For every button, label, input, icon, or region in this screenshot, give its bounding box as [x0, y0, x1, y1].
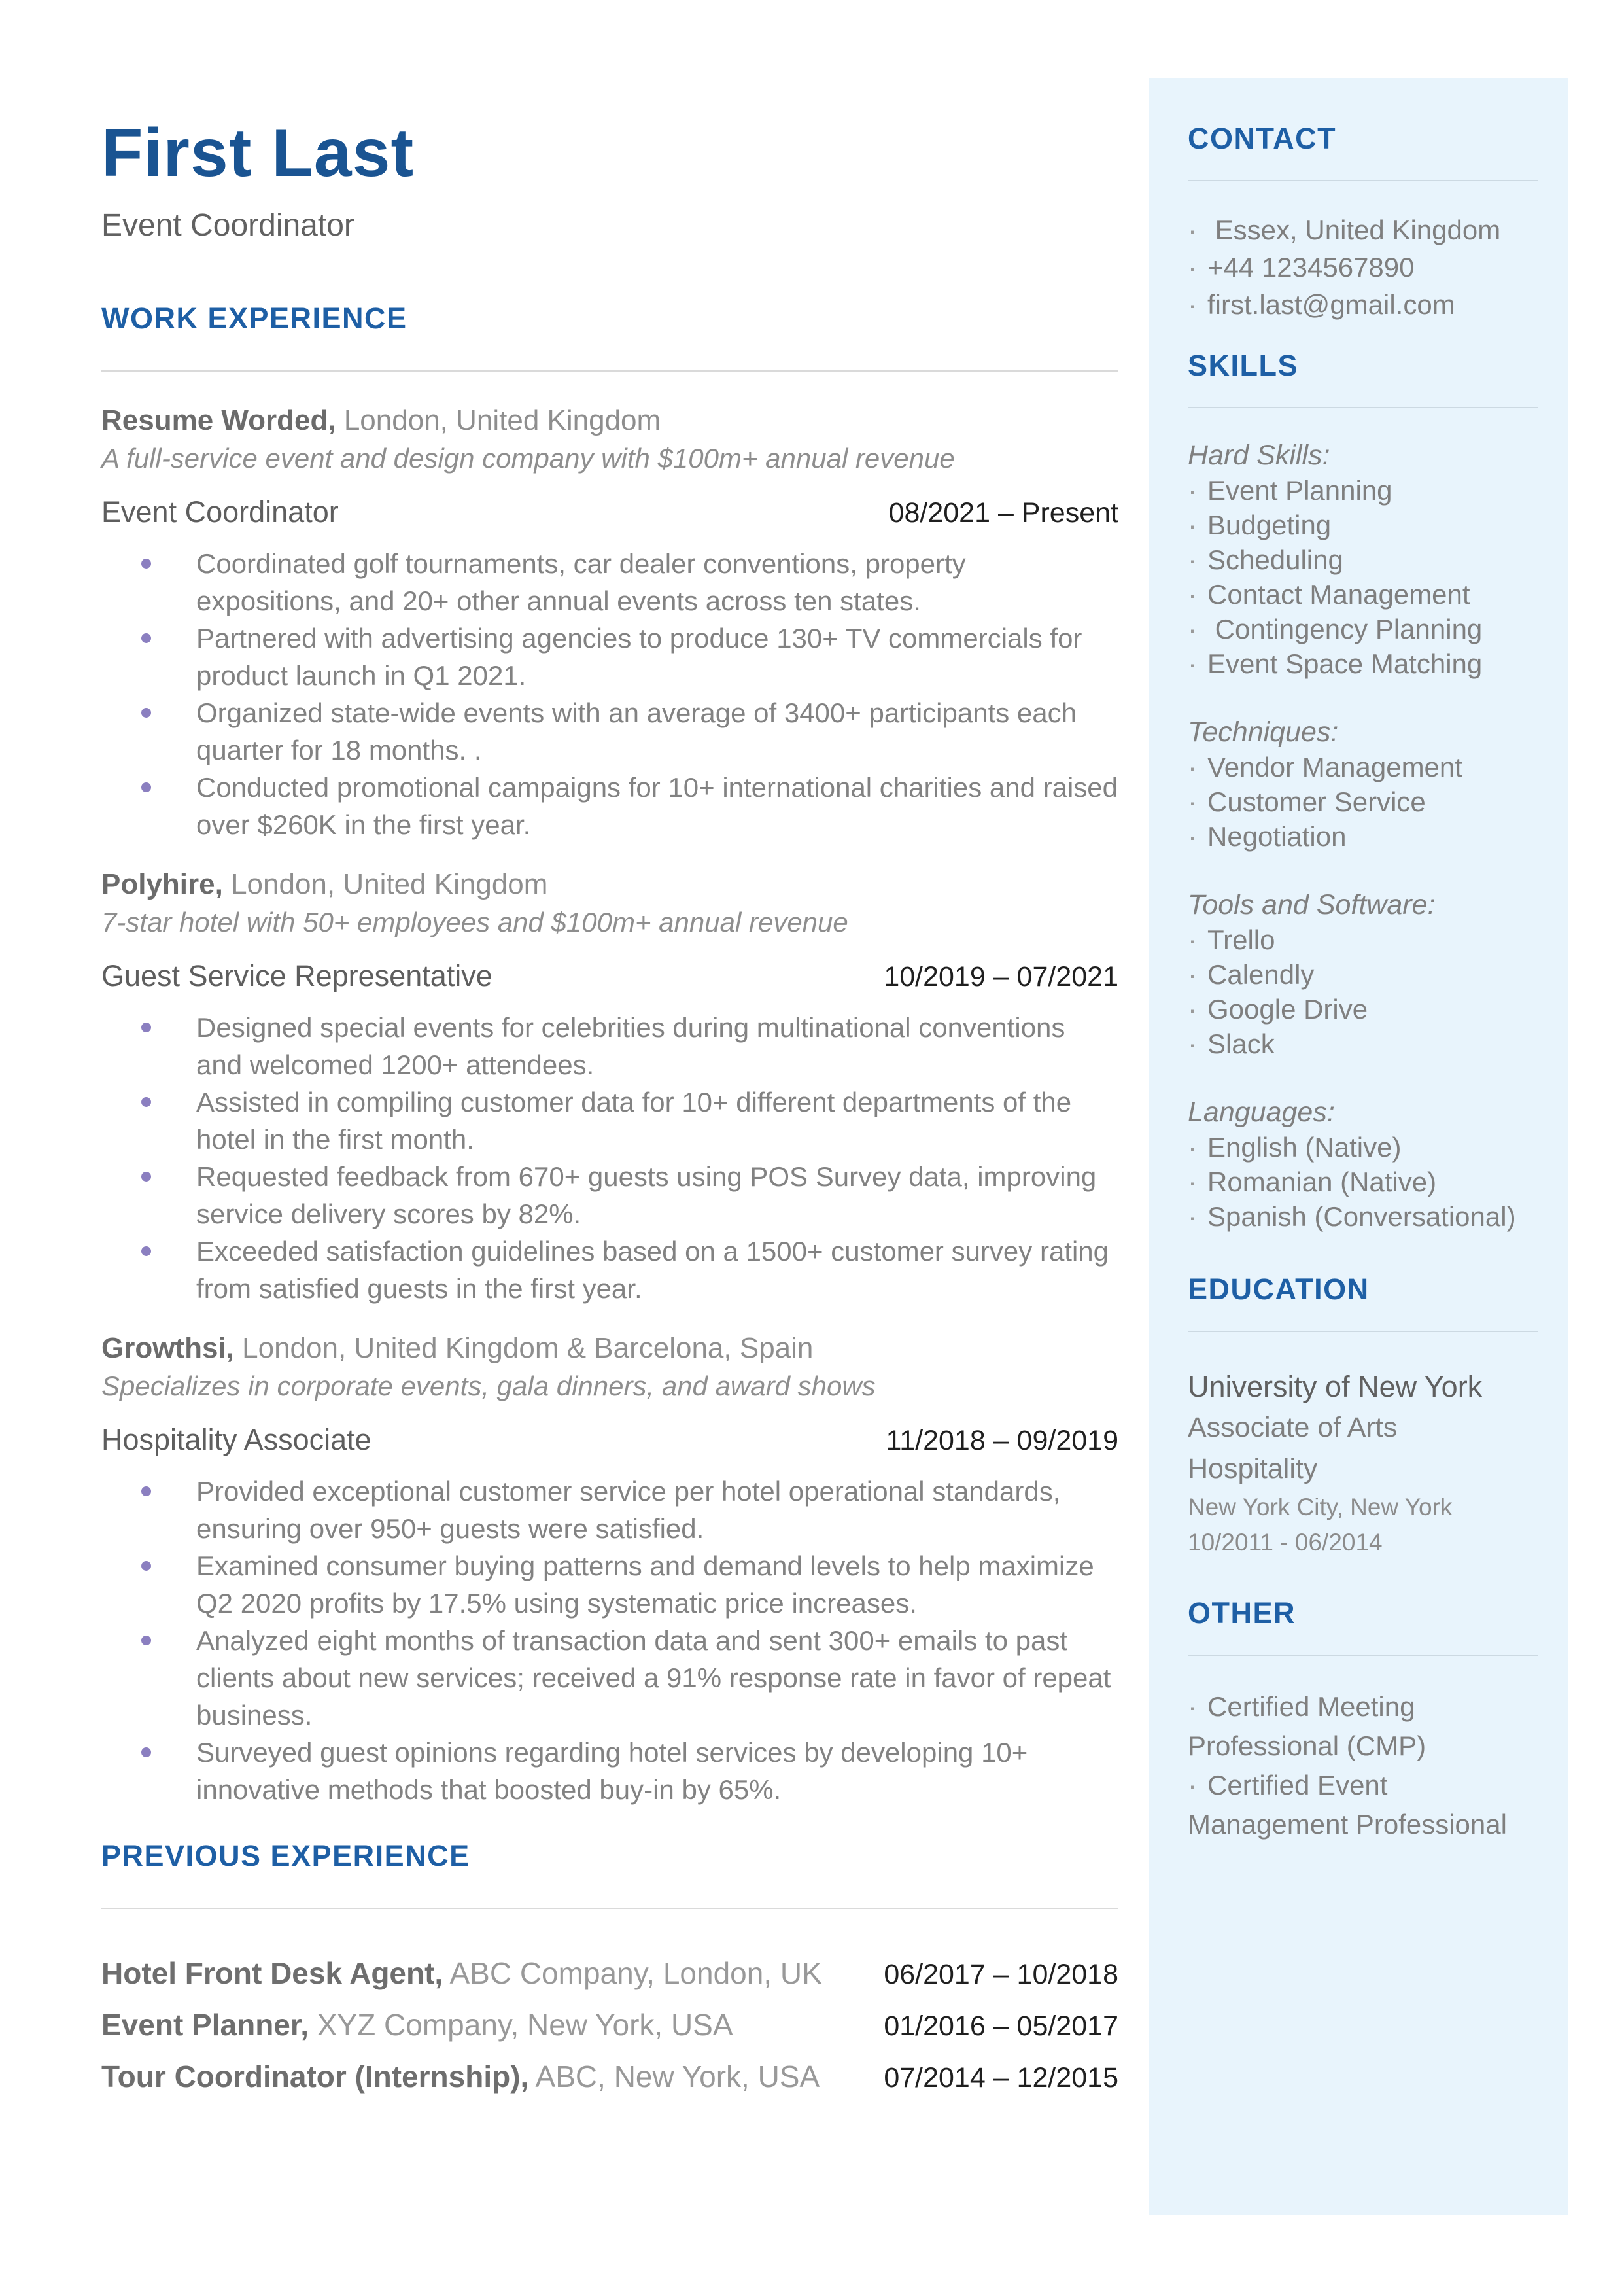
skill-item-bullet-icon: · — [1188, 510, 1197, 540]
job-location: London, United Kingdom — [336, 404, 661, 436]
job-description: Specializes in corporate events, gala dinners, and award shows — [101, 1371, 876, 1401]
job-bullet: Partnered with advertising agencies to produce 130+ TV commercials for product launch in Q1 2021. — [196, 620, 1118, 694]
skill-item-bullet-icon: · — [1188, 994, 1197, 1025]
skill-item — [1188, 750, 1538, 784]
skill-group-label: Techniques: — [1188, 716, 1339, 748]
skill-item-text: Calendly — [1207, 959, 1315, 990]
job-dates: 11/2018 – 09/2019 — [886, 1425, 1118, 1456]
job-company-line — [101, 1329, 1118, 1367]
previous-company: ABC, New York, USA — [528, 2059, 820, 2094]
skill-item-bullet-icon: · — [1188, 1028, 1197, 1059]
certification-item-bullet-icon: · — [1188, 1770, 1197, 1800]
previous-experience-row — [101, 2000, 1118, 2052]
job-company-line — [101, 402, 1118, 440]
skill-item-text: Romanian (Native) — [1207, 1166, 1437, 1197]
job-description: 7-star hotel with 50+ employees and $100m+ annual revenue — [101, 907, 848, 937]
contact-item-bullet-icon: · — [1188, 289, 1197, 320]
contact-item — [1188, 211, 1538, 249]
job-description: A full-service event and design company with $100m+ annual revenue — [101, 443, 955, 474]
previous-role-line — [101, 2000, 733, 2050]
contact-item-text: +44 1234567890 — [1207, 252, 1415, 283]
job-dates: 10/2019 – 07/2021 — [884, 961, 1118, 992]
skill-item — [1188, 922, 1538, 957]
contact-item — [1188, 249, 1538, 286]
skill-item-bullet-icon: · — [1188, 1132, 1197, 1163]
candidate-name: First Last — [101, 115, 415, 191]
skill-item-bullet-icon: · — [1188, 786, 1197, 817]
skill-item — [1188, 612, 1538, 646]
education-major: Hospitality — [1188, 1453, 1318, 1484]
job-bullet: Exceeded satisfaction guidelines based on a 1500+ customer survey rating from satisfied guests in the first year. — [196, 1233, 1118, 1307]
section-divider — [101, 370, 1118, 372]
previous-dates: 07/2014 – 12/2015 — [884, 2062, 1118, 2094]
job-bullet: Assisted in compiling customer data for 10+ different departments of the hotel in the first month. — [196, 1083, 1118, 1158]
contact-item-text: first.last@gmail.com — [1207, 289, 1455, 320]
contact-heading: CONTACT — [1188, 122, 1337, 155]
skill-item-bullet-icon: · — [1188, 752, 1197, 782]
skill-item-bullet-icon: · — [1188, 614, 1197, 644]
education-heading: EDUCATION — [1188, 1272, 1370, 1306]
previous-role: Event Planner, — [101, 2008, 309, 2042]
certification-item-text: Certified Meeting Professional (CMP) — [1188, 1691, 1426, 1761]
job-title: Guest Service Representative — [101, 959, 492, 992]
certification-item-text: Certified Event Management Professional — [1188, 1770, 1507, 1840]
skills-list — [1188, 438, 1538, 1234]
job-entry — [101, 402, 1118, 843]
previous-role-line — [101, 2052, 820, 2102]
job-bullet-list — [101, 545, 1118, 843]
job-company-line — [101, 866, 1118, 903]
skill-item-bullet-icon: · — [1188, 579, 1197, 610]
skill-item — [1188, 1199, 1538, 1234]
skill-item-text: Slack — [1207, 1028, 1275, 1059]
skill-item-text: Event Space Matching — [1207, 648, 1483, 679]
job-bullet: Surveyed guest opinions regarding hotel services by developing 10+ innovative methods that boosted buy-in by 65%. — [196, 1734, 1118, 1808]
job-bullet: Provided exceptional customer service per hotel operational standards, ensuring over 950+ guests were satisfied. — [196, 1473, 1118, 1547]
skill-item-bullet-icon: · — [1188, 821, 1197, 852]
skill-item — [1188, 473, 1538, 508]
skill-item — [1188, 819, 1538, 854]
job-bullet: Requested feedback from 670+ guests using POS Survey data, improving service delivery scores by 82%. — [196, 1158, 1118, 1233]
skill-item-text: Scheduling — [1207, 544, 1343, 575]
skills-heading: SKILLS — [1188, 349, 1299, 382]
sidebar-divider — [1188, 1655, 1538, 1656]
skill-item-text: Spanish (Conversational) — [1207, 1201, 1516, 1232]
education-entry — [1188, 1366, 1538, 1560]
job-bullet: Organized state-wide events with an average of 3400+ participants each quarter for 18 months. . — [196, 694, 1118, 769]
job-entry — [101, 866, 1118, 1307]
skill-item-text: Contact Management — [1207, 579, 1470, 610]
skill-item — [1188, 992, 1538, 1026]
skill-item-text: Event Planning — [1207, 475, 1392, 506]
contact-item — [1188, 286, 1538, 323]
skill-item — [1188, 1026, 1538, 1061]
job-bullet: Designed special events for celebrities during multinational conventions and welcomed 1200+ attendees. — [196, 1009, 1118, 1083]
job-company: Growthsi, — [101, 1332, 234, 1364]
education-school: University of New York — [1188, 1370, 1483, 1403]
education-dates: 10/2011 - 06/2014 — [1188, 1529, 1383, 1556]
skill-item — [1188, 1130, 1538, 1165]
skill-group-label: Hard Skills: — [1188, 440, 1330, 471]
skill-item-text: Budgeting — [1207, 510, 1332, 540]
job-bullet: Coordinated golf tournaments, car dealer conventions, property expositions, and 20+ other annual events across ten states. — [196, 545, 1118, 620]
sidebar-divider — [1188, 180, 1538, 181]
skill-item-text: Negotiation — [1207, 821, 1347, 852]
job-bullet-list — [101, 1473, 1118, 1808]
job-title: Hospitality Associate — [101, 1423, 371, 1456]
skill-item-text: Google Drive — [1207, 994, 1368, 1025]
previous-company: XYZ Company, New York, USA — [309, 2008, 733, 2042]
skill-item-text: Trello — [1207, 924, 1275, 955]
job-dates: 08/2021 – Present — [888, 497, 1118, 529]
job-bullet-list — [101, 1009, 1118, 1307]
contact-list — [1188, 211, 1538, 323]
skill-item — [1188, 542, 1538, 577]
skill-item-bullet-icon: · — [1188, 475, 1197, 506]
job-location: London, United Kingdom & Barcelona, Spain — [233, 1332, 814, 1364]
skill-item-text: Customer Service — [1207, 786, 1426, 817]
contact-item-text: Essex, United Kingdom — [1207, 215, 1501, 245]
job-company: Resume Worded, — [101, 404, 336, 436]
skill-group-label: Languages: — [1188, 1096, 1335, 1128]
previous-role: Hotel Front Desk Agent, — [101, 1956, 443, 1990]
education-location: New York City, New York — [1188, 1494, 1453, 1520]
previous-role: Tour Coordinator (Internship), — [101, 2059, 529, 2094]
skill-item — [1188, 508, 1538, 542]
certification-item-bullet-icon: · — [1188, 1691, 1197, 1722]
job-title: Event Coordinator — [101, 495, 339, 529]
skill-item-bullet-icon: · — [1188, 1201, 1197, 1232]
job-title-row — [101, 957, 1118, 996]
job-location: London, United Kingdom — [222, 868, 548, 900]
job-bullet: Analyzed eight months of transaction data and sent 300+ emails to past clients about new services; received a 91% response rate in favor of repeat business. — [196, 1622, 1118, 1734]
certification-item — [1188, 1687, 1538, 1766]
skill-item-bullet-icon: · — [1188, 924, 1197, 955]
previous-company: ABC Company, London, UK — [443, 1956, 822, 1990]
skill-item — [1188, 1165, 1538, 1199]
contact-item-bullet-icon: · — [1188, 252, 1197, 283]
previous-dates: 06/2017 – 10/2018 — [884, 1959, 1118, 1990]
skill-item — [1188, 784, 1538, 819]
previous-experience-row — [101, 2052, 1118, 2103]
previous-experience-heading: PREVIOUS EXPERIENCE — [101, 1839, 470, 1872]
previous-experience-row — [101, 1948, 1118, 2000]
job-title-row — [101, 1421, 1118, 1460]
job-entry — [101, 1329, 1118, 1808]
sidebar-divider — [1188, 1331, 1538, 1332]
candidate-headline: Event Coordinator — [101, 208, 354, 243]
contact-item-bullet-icon: · — [1188, 215, 1197, 245]
other-heading: OTHER — [1188, 1596, 1296, 1630]
skill-item-text: Contingency Planning — [1207, 614, 1483, 644]
job-bullet: Examined consumer buying patterns and demand levels to help maximize Q2 2020 profits by 17.5% using systematic price increases. — [196, 1547, 1118, 1622]
skill-item-text: Vendor Management — [1207, 752, 1462, 782]
skill-item-bullet-icon: · — [1188, 959, 1197, 990]
skill-item-bullet-icon: · — [1188, 1166, 1197, 1197]
previous-dates: 01/2016 – 05/2017 — [884, 2010, 1118, 2042]
sidebar — [1149, 78, 1568, 2215]
skill-item — [1188, 577, 1538, 612]
job-bullet: Conducted promotional campaigns for 10+ international charities and raised over $260K in the first year. — [196, 769, 1118, 843]
previous-experience-list — [101, 1948, 1118, 2103]
sidebar-divider — [1188, 407, 1538, 408]
job-company: Polyhire, — [101, 868, 223, 900]
skill-item-bullet-icon: · — [1188, 648, 1197, 679]
job-title-row — [101, 493, 1118, 532]
skill-item-text: English (Native) — [1207, 1132, 1402, 1163]
skill-group-label: Tools and Software: — [1188, 889, 1436, 920]
other-list — [1188, 1687, 1538, 1844]
previous-role-line — [101, 1948, 822, 1999]
certification-item — [1188, 1766, 1538, 1844]
main-column — [101, 115, 1118, 2103]
skill-item — [1188, 957, 1538, 992]
work-experience-heading: WORK EXPERIENCE — [101, 302, 407, 335]
section-divider — [101, 1908, 1118, 1909]
job-list — [101, 402, 1118, 1808]
education-degree: Associate of Arts — [1188, 1412, 1398, 1443]
skill-item-bullet-icon: · — [1188, 544, 1197, 575]
skill-item — [1188, 646, 1538, 681]
